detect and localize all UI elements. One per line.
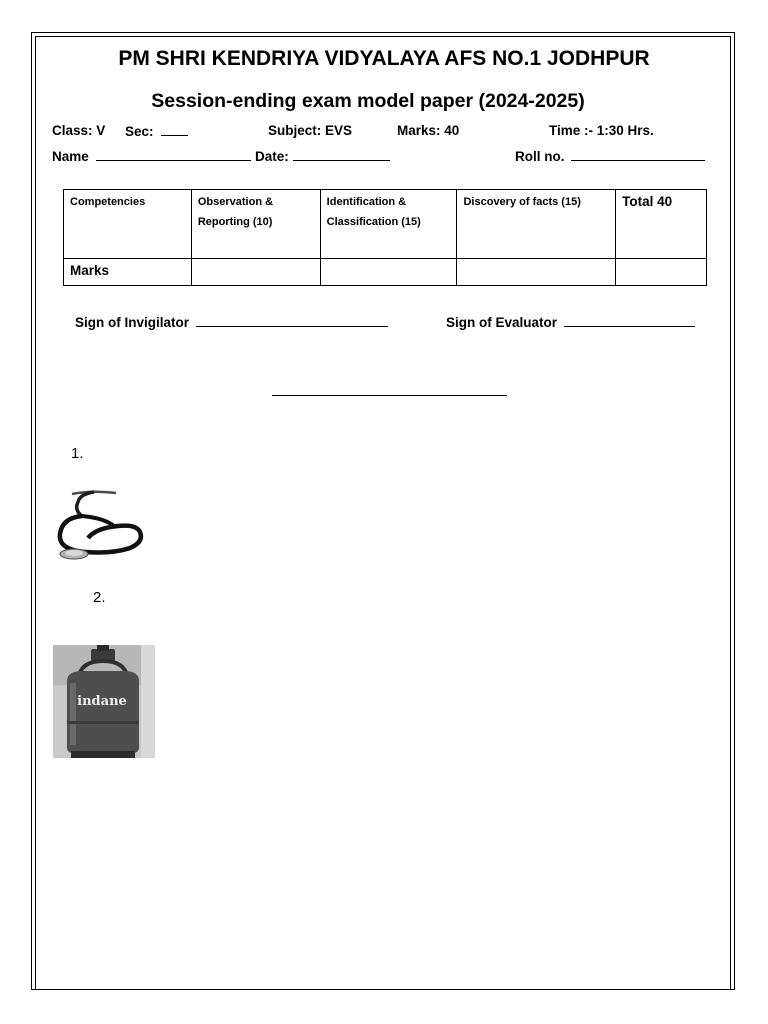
section-label: Sec: [125, 124, 154, 139]
evaluator-label: Sign of Evaluator [446, 315, 558, 330]
marks-cell-total[interactable] [616, 259, 707, 286]
invigilator-sign-field [75, 314, 388, 330]
competency-table [63, 189, 707, 286]
header-competencies: Competencies [64, 190, 192, 259]
marks-cell-identification[interactable] [320, 259, 457, 286]
time-label: Time :- 1:30 Hrs. [549, 123, 654, 138]
header-identification: Identification & Classification (15) [320, 190, 457, 259]
section-divider [272, 395, 507, 396]
exam-title: Session-ending exam model paper (2024-2025) [151, 90, 585, 112]
invigilator-label: Sign of Invigilator [75, 315, 189, 330]
roll-blank [571, 148, 705, 161]
section-blank [161, 123, 188, 136]
evaluator-blank [564, 314, 695, 327]
roll-label: Roll no. [515, 149, 565, 164]
roll-field [515, 148, 705, 164]
date-blank [293, 148, 390, 161]
header-observation: Observation & Reporting (10) [191, 190, 320, 259]
invigilator-blank [196, 314, 388, 327]
school-title: PM SHRI KENDRIYA VIDYALAYA AFS NO.1 JODHPUR [118, 47, 650, 70]
svg-text:indane: indane [77, 694, 127, 709]
evaluator-sign-field [446, 314, 695, 330]
table-row [64, 259, 707, 286]
table-header-row [64, 190, 707, 259]
name-label: Name [52, 149, 89, 164]
class-label: Class: V [52, 123, 106, 138]
question-2-number: 2. [93, 589, 106, 606]
header-discovery: Discovery of facts (15) [457, 190, 616, 259]
subject-label: Subject: EVS [268, 123, 353, 138]
section-field [125, 123, 188, 139]
marks-cell-discovery[interactable] [457, 259, 616, 286]
question-1-number: 1. [71, 445, 84, 462]
header-total: Total 40 [616, 190, 707, 259]
gas-cylinder-icon [53, 645, 155, 758]
date-label: Date: [255, 149, 289, 164]
name-field [52, 148, 251, 164]
row-label-marks: Marks [64, 259, 192, 286]
marks-label: Marks: 40 [397, 123, 460, 138]
date-field [255, 148, 390, 164]
name-blank [96, 148, 251, 161]
stethoscope-icon [52, 488, 146, 562]
marks-cell-observation[interactable] [191, 259, 320, 286]
